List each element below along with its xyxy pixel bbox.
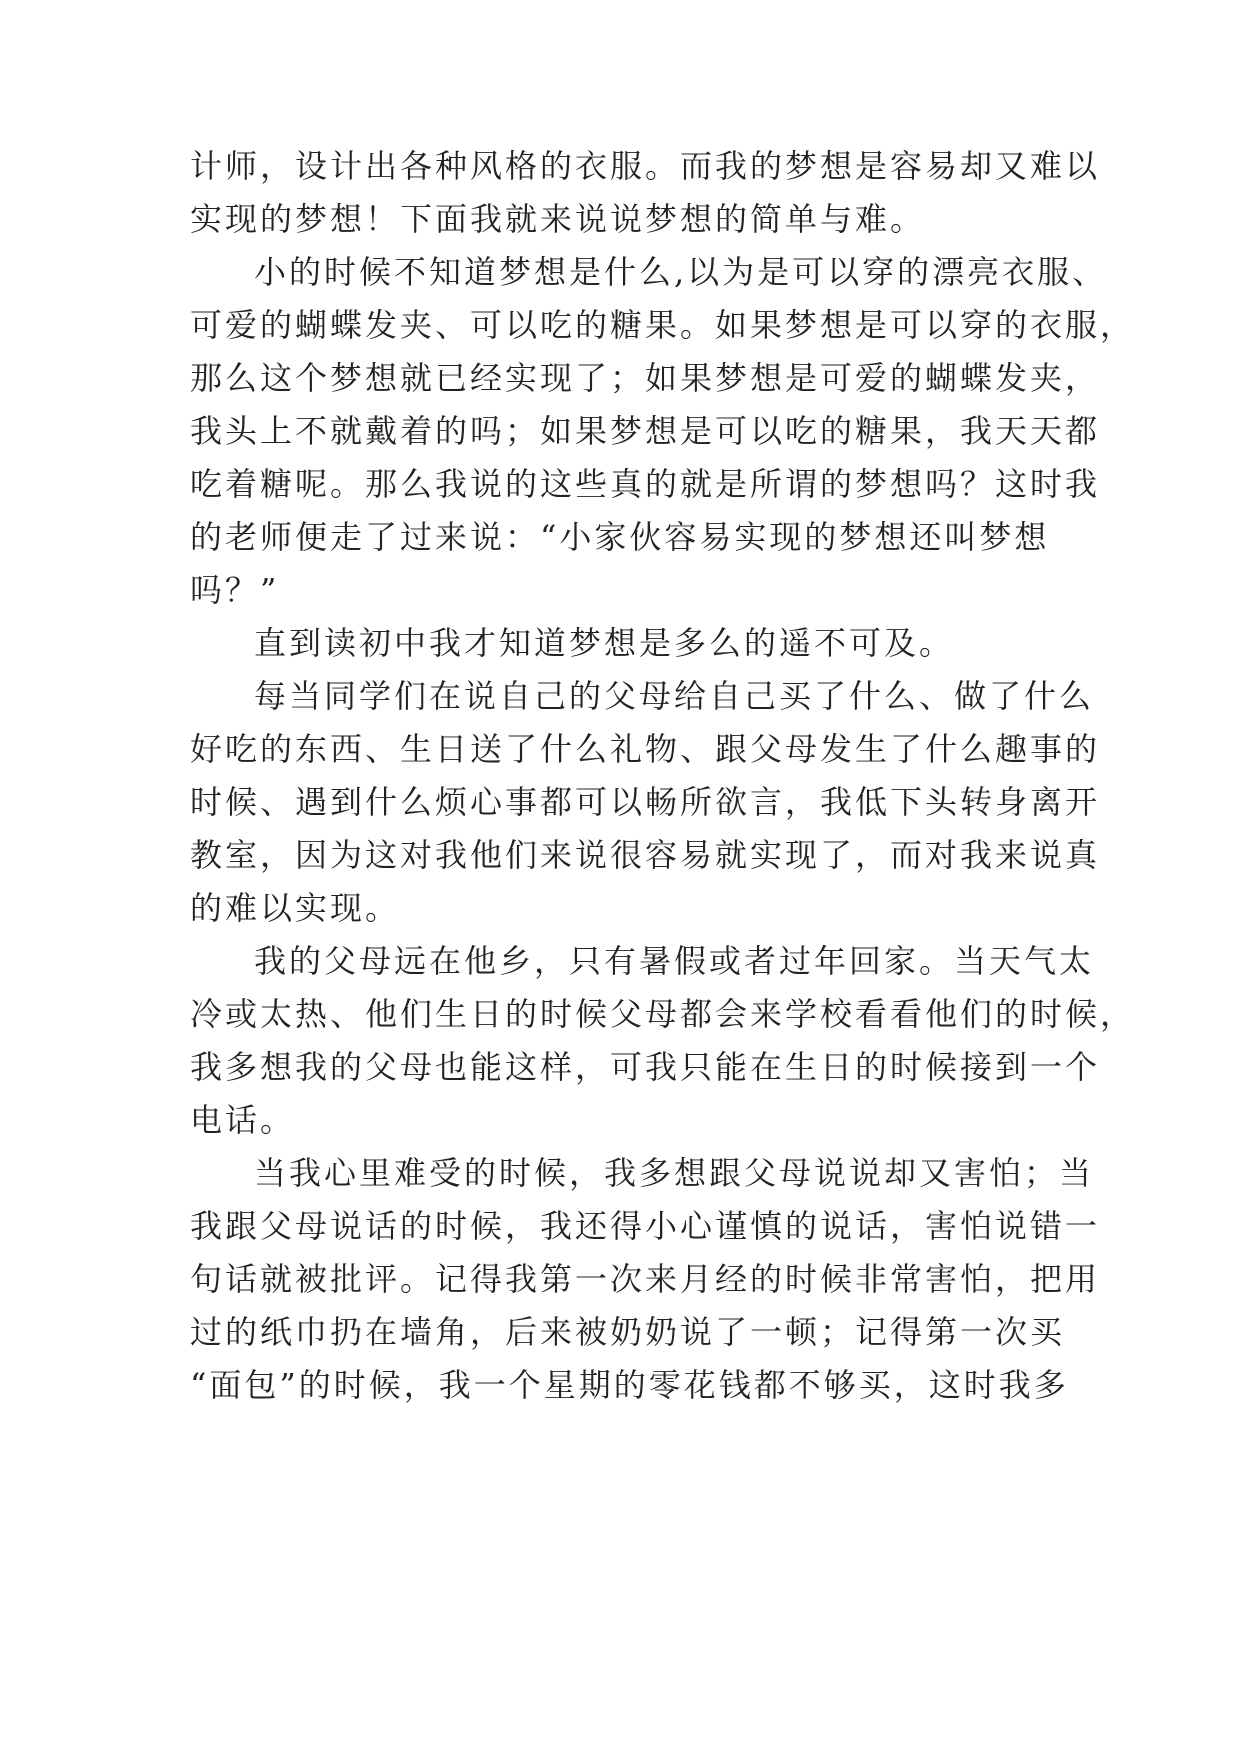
paragraph-start-line: 当我心里难受的时候，我多想跟父母说说却又害怕；当 bbox=[254, 1154, 1095, 1192]
text-line: 句话就被批评。记得我第一次来月经的时候非常害怕，把用 bbox=[190, 1260, 1101, 1298]
paragraph-start-line: 我的父母远在他乡，只有暑假或者过年回家。当天气太 bbox=[254, 942, 1095, 980]
text-line: 实现的梦想！下面我就来说说梦想的简单与难。 bbox=[190, 200, 926, 238]
text-line: 过的纸巾扔在墙角，后来被奶奶说了一顿；记得第一次买 bbox=[190, 1313, 1066, 1351]
text-line: 时候、遇到什么烦心事都可以畅所欲言，我低下头转身离开 bbox=[190, 783, 1101, 821]
text-line: 的老师便走了过来说：“小家伙容易实现的梦想还叫梦想 bbox=[190, 518, 1050, 556]
text-line: 的难以实现。 bbox=[190, 889, 401, 927]
text-line: 吗？” bbox=[190, 571, 280, 609]
text-line: 教室，因为这对我他们来说很容易就实现了，而对我来说真 bbox=[190, 836, 1101, 874]
paragraph-start-line: 每当同学们在说自己的父母给自己买了什么、做了什么 bbox=[254, 677, 1095, 715]
paragraph-start-line: 小的时候不知道梦想是什么,以为是可以穿的漂亮衣服、 bbox=[254, 253, 1108, 291]
text-line: 我多想我的父母也能这样，可我只能在生日的时候接到一个 bbox=[190, 1048, 1101, 1086]
text-line: 吃着糖呢。那么我说的这些真的就是所谓的梦想吗？这时我 bbox=[190, 465, 1101, 503]
text-line: 好吃的东西、生日送了什么礼物、跟父母发生了什么趣事的 bbox=[190, 730, 1101, 768]
text-line: 计师，设计出各种风格的衣服。而我的梦想是容易却又难以 bbox=[190, 147, 1101, 185]
paragraph-start-line: 直到读初中我才知道梦想是多么的遥不可及。 bbox=[254, 624, 955, 662]
text-line: 可爱的蝴蝶发夹、可以吃的糖果。如果梦想是可以穿的衣服， bbox=[190, 306, 1136, 344]
text-line: 我头上不就戴着的吗；如果梦想是可以吃的糖果，我天天都 bbox=[190, 412, 1101, 450]
text-line: 那么这个梦想就已经实现了；如果梦想是可爱的蝴蝶发夹， bbox=[190, 359, 1101, 397]
text-line: 电话。 bbox=[190, 1101, 296, 1139]
text-line: 我跟父母说话的时候，我还得小心谨慎的说话，害怕说错一 bbox=[190, 1207, 1101, 1245]
text-line: 冷或太热、他们生日的时候父母都会来学校看看他们的时候， bbox=[190, 995, 1136, 1033]
text-line: “面包”的时候，我一个星期的零花钱都不够买，这时我多 bbox=[190, 1366, 1069, 1404]
